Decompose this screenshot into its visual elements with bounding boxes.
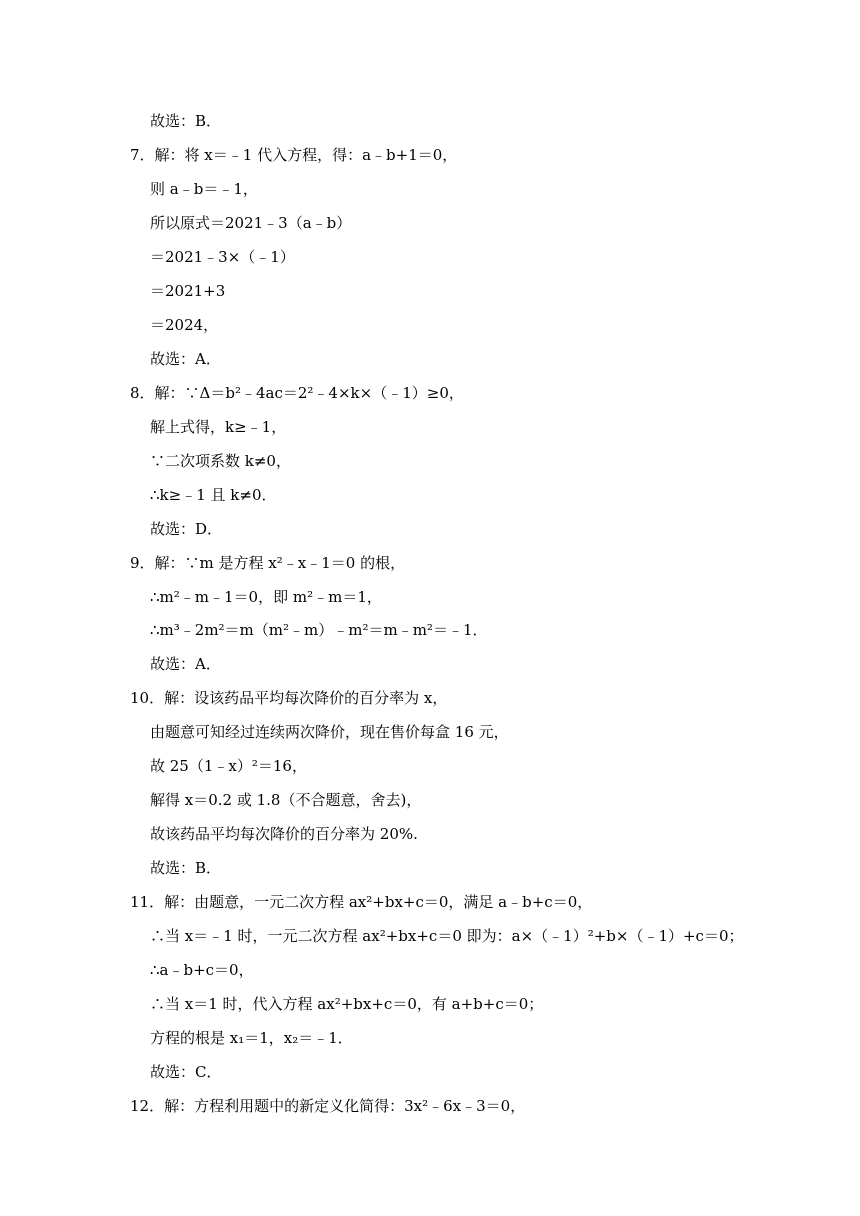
- solution-line: 11．解：由题意，一元二次方程 ax²+bx+c＝0，满足 a﹣b+c＝0，: [130, 893, 593, 911]
- solution-line: 故选：A．: [150, 350, 221, 368]
- solution-line: ＝2024，: [150, 316, 219, 334]
- solution-line: 方程的根是 x₁＝1，x₂＝﹣1．: [150, 1029, 353, 1047]
- solution-line: ∴当 x＝﹣1 时，一元二次方程 ax²+bx+c＝0 即为：a×（﹣1）²+b×（﹣1）+c＝0；: [150, 927, 744, 945]
- solution-line: ∴当 x＝1 时，代入方程 ax²+bx+c＝0，有 a+b+c＝0；: [150, 995, 544, 1013]
- solution-line: 故选：D．: [150, 520, 223, 538]
- solution-line: 12．解：方程利用题中的新定义化简得：3x²﹣6x﹣3＝0，: [130, 1097, 526, 1115]
- solution-line: ∴k≥﹣1 且 k≠0．: [150, 486, 277, 504]
- solution-line: 解得 x＝0.2 或 1.8（不合题意，舍去)，: [150, 791, 422, 809]
- solution-line: 9．解：∵m 是方程 x²﹣x﹣1＝0 的根，: [130, 554, 406, 572]
- solution-line: 故选：B．: [150, 859, 222, 877]
- solution-line: ∴a﹣b+c＝0，: [150, 961, 254, 979]
- solution-line: 故选：A．: [150, 655, 221, 673]
- solution-line: ＝2021+3: [150, 282, 226, 300]
- solution-line: 故选：B．: [150, 112, 222, 130]
- solution-line: ∴m²﹣m﹣1＝0，即 m²﹣m＝1，: [150, 588, 382, 606]
- solution-line: 所以原式＝2021﹣3（a﹣b）: [150, 214, 352, 232]
- solution-line: 7．解：将 x＝﹣1 代入方程，得：a﹣b+1＝0，: [130, 146, 458, 164]
- solution-line: ∵二次项系数 k≠0，: [150, 452, 291, 470]
- solution-line: ＝2021﹣3×（﹣1）: [150, 248, 295, 266]
- solution-line: 故选：C．: [150, 1063, 222, 1081]
- solution-line: 则 a﹣b＝﹣1，: [150, 180, 258, 198]
- solution-line: 解上式得，k≥﹣1，: [150, 418, 287, 436]
- solution-line: 10．解：设该药品平均每次降价的百分率为 x，: [130, 689, 448, 707]
- solution-line: ∴m³﹣2m²＝m（m²﹣m）﹣m²＝m﹣m²＝﹣1．: [150, 621, 488, 639]
- solution-line: 8．解：∵Δ＝b²﹣4ac＝2²﹣4×k×（﹣1）≥0，: [130, 384, 464, 402]
- solution-line: 故 25（1﹣x）²＝16，: [150, 757, 307, 775]
- solution-line: 由题意可知经过连续两次降价，现在售价每盒 16 元，: [150, 723, 509, 741]
- solution-line: 故该药品平均每次降价的百分率为 20%.: [150, 825, 418, 843]
